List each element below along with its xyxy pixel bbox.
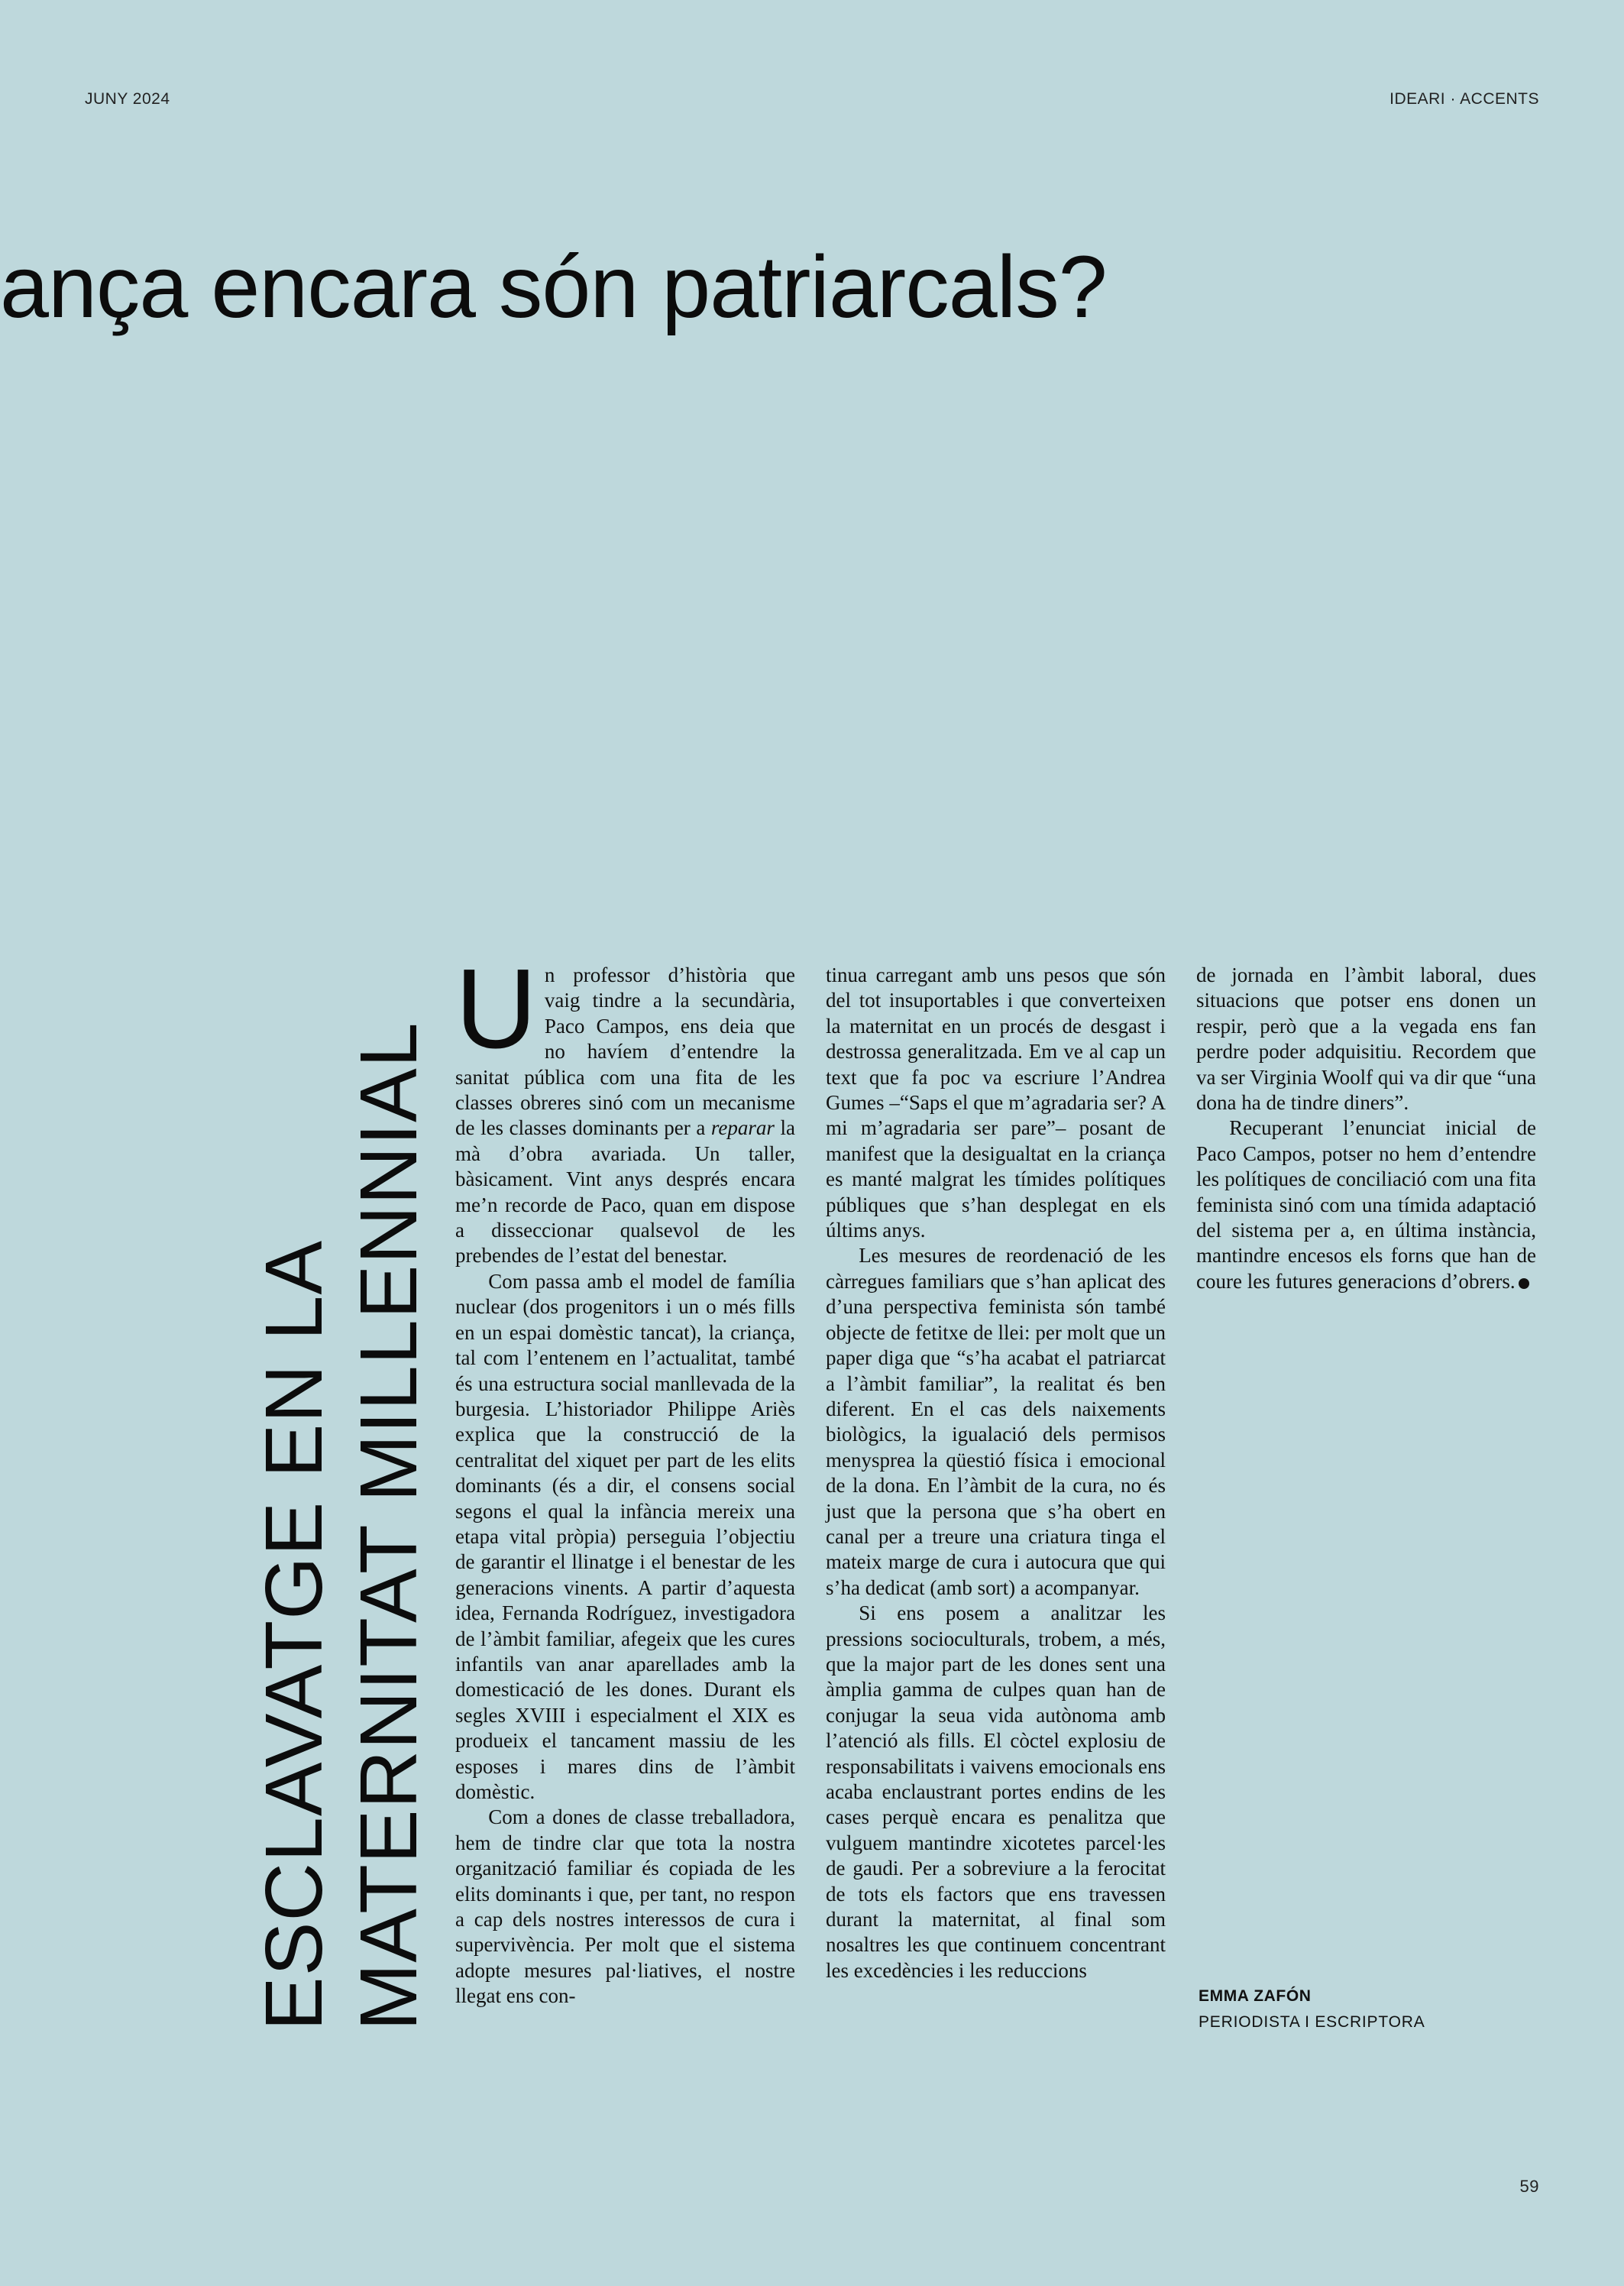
end-mark-icon <box>1519 1278 1529 1289</box>
paragraph: Un professor d’història que vaig tindre a la secundària, Paco Campos, ens deia que no havíem d’entendre la sanitat pública com una fita de les classes obreres sinó com un mecanisme de les classes dominants per a reparar la mà d’obra avariada. Un taller, bàsicament. Vint anys després encara me’n recorde de Paco, quan em dispose a disseccionar qualsevol de les prebendes de l’estat del benestar. <box>455 946 795 1268</box>
article-title-line-2: MATERNITAT MILLENNIAL <box>344 1022 434 2031</box>
author-name: EMMA ZAFÓN <box>1199 1987 1312 2005</box>
article-title-line-1: ESCLAVATGE EN LA <box>249 1239 339 2031</box>
author-byline <box>1199 1987 1425 2032</box>
article-body <box>455 946 1540 2009</box>
page-number: 59 <box>1519 2177 1539 2196</box>
paragraph: de jornada en l’àmbit laboral, dues situacions que potser ens donen un respir, però que a la vegada ens fan perdre poder adquisitiu. Recordem que va ser Virginia Woolf qui va dir que “una dona ha de tindre diners”. <box>1196 963 1536 1115</box>
paragraph: Les mesures de reordenació de les càrregues familiars que s’han aplicat des d’una perspectiva feminista són també objecte de fetitxe de llei: per molt que un paper diga que “s’ha acabat el patriarcat a l’àmbit familiar”, la realitat és ben diferent. En el cas dels naixements biològics, la igualació dels permisos menysprea la qüestió física i emocional de la dona. En l’àmbit de la cura, no és just que la persona que s’ha obert en canal per a treure una criatura tinga el mateix marge de cura i autocura que qui s’ha dedicat (amb sort) a acompanyar. <box>826 1244 1166 1599</box>
paragraph: Recuperant l’enunciat inicial de Paco Campos, potser no hem d’entendre les polítiques de conciliació com una fita feminista sinó com una tímida adaptació del sistema per a, en última instància, mantindre encesos els forns que han de coure les futures generacions d’obrers. <box>1196 1116 1536 1293</box>
paragraph: Com a dones de classe treballadora, hem de tindre clar que tota la nostra organització familiar és copiada de les elits dominants i que, per tant, no respon a cap dels nostres interessos de cura i supervivència. Per molt que el sistema adopte mesures pal·liatives, el nostre llegat ens con- <box>455 1805 795 2008</box>
article-title <box>247 1022 436 2031</box>
section-label: IDEARI · ACCENTS <box>1389 90 1539 108</box>
drop-cap: U <box>455 946 537 1072</box>
paragraph: tinua carregant amb uns pesos que són del tot insuportables i que converteixen la maternitat en un procés de desgast i destrossa generalitzada. Em ve al cap un text que fa poc va escriure l’Andrea Gumes –“Saps el que m’agradaria ser? A mi m’agradaria ser pare”– posant de manifest que la desigualtat en la criança es manté malgrat les tímides polítiques públiques que s’han desplegat en els últims anys. <box>826 963 1166 1242</box>
column-2 <box>826 963 1166 2009</box>
paragraph: Com passa amb el model de família nuclear (dos progenitors i un o més fills en un espai domèstic tancat), la criança, tal com l’entenem en l’actualitat, també és una estructura social manllevada de la burgesia. L’historiador Philippe Ariès explica que la construcció de la centralitat del xiquet per part de les elits dominants (és a dir, el consens social segons el qual la infància mereix una etapa vital pròpia) perseguia l’objectiu de garantir el llinatge i el benestar de les generacions vinents. A partir d’aquesta idea, Fernanda Rodríguez, investigadora de l’àmbit familiar, afegeix que les cures infantils van anar aparellades amb la domesticació de les dones. Durant els segles XVIII i especialment el XIX es produeix el tancament massiu de les esposes i mares dins de l’àmbit domèstic. <box>455 1269 795 1803</box>
column-3 <box>1196 963 1536 2009</box>
author-role: PERIODISTA I ESCRIPTORA <box>1199 2013 1425 2031</box>
paragraph: Si ens posem a analitzar les pressions socioculturals, trobem, a més, que la major part de les dones sent una àmplia gamma de culpes quan han de conjugar la seua vida autònoma amb l’atenció als fills. El còctel explosiu de responsabilitats i vaivens emocionals ens acaba enclaustrant portes endins de les cases perquè encara es penalitza que vulguem mantindre xicotetes parcel·les de gaudi. Per a sobreviure a la ferocitat de tots els factors que ens travessen durant la maternitat, al final som nosaltres les que continuem concentrant les excedències i les reduccions <box>826 1601 1166 1982</box>
issue-date: JUNY 2024 <box>85 90 170 108</box>
headline-fragment: ança encara són patriarcals? <box>0 238 1107 336</box>
column-1 <box>455 946 795 2009</box>
